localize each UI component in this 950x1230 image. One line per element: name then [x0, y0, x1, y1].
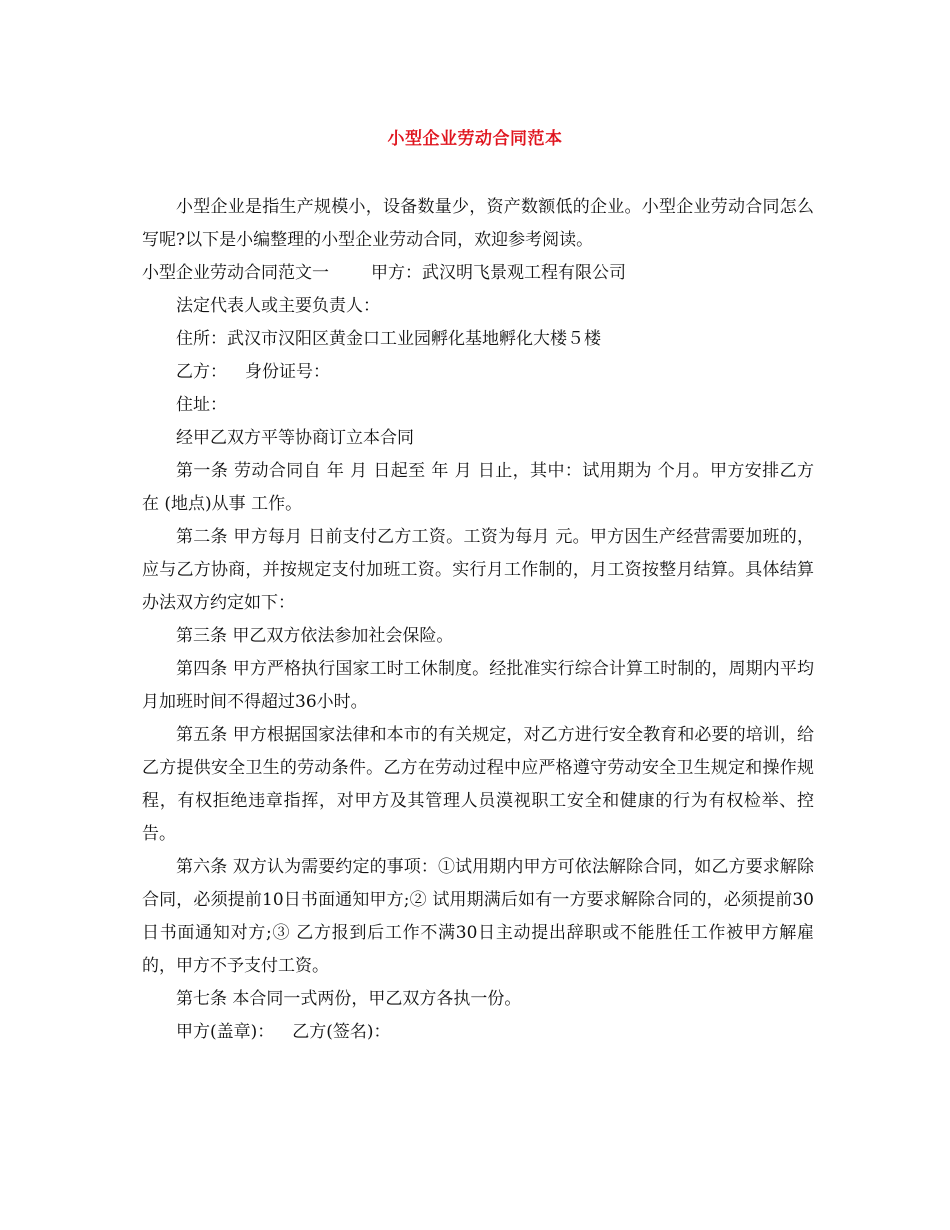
party-b-line: [142, 356, 814, 389]
party-a: 甲方：武汉明飞景观工程有限公司: [371, 263, 626, 283]
sample-heading: 小型企业劳动合同范文一: [142, 263, 329, 283]
article-5: 第五条 甲方根据国家法律和本市的有关规定，对乙方进行安全教育和必要的培训，给乙方提供安全卫生的劳动条件。乙方在劳动过程中应严格遵守劳动安全卫生规定和操作规程，有权拒绝违章指挥，对甲方及其管理人员漠视职工安全和健康的行为有权检举、控告。: [142, 725, 814, 844]
address: 住址：: [176, 395, 227, 415]
sample-heading-line: [142, 257, 814, 290]
legal-representative: 法定代表人或主要负责人：: [176, 296, 380, 316]
sign-party-b: 乙方(签名)：: [292, 1022, 391, 1042]
sign-party-a: 甲方(盖章)：: [176, 1022, 275, 1042]
id-number-label: 身份证号：: [245, 362, 330, 382]
party-b-label: 乙方：: [176, 362, 227, 382]
article-6: 第六条 双方认为需要约定的事项：①试用期内甲方可依法解除合同，如乙方要求解除合同，必须提前10日书面通知甲方;② 试用期满后如有一方要求解除合同的，必须提前30日书面通知对方;③ 乙方报到后工作不满30日主动提出辞职或不能胜任工作被甲方解雇的，甲方不予支付工资。: [142, 857, 814, 976]
document-title: 小型企业劳动合同范本: [387, 129, 563, 149]
article-3: 第三条 甲乙双方依法参加社会保险。: [176, 626, 454, 646]
article-1: 第一条 劳动合同自 年 月 日起至 年 月 日止，其中：试用期为 个月。甲方安排乙方在 (地点)从事 工作。: [142, 461, 814, 514]
residence: 住所：武汉市汉阳区黄金口工业园孵化基地孵化大楼５楼: [176, 329, 601, 349]
article-4: 第四条 甲方严格执行国家工时工休制度。经批准实行综合计算工时制的，周期内平均月加班时间不得超过36小时。: [142, 659, 814, 712]
agreement-statement: 经甲乙双方平等协商订立本合同: [176, 428, 414, 448]
article-7: 第七条 本合同一式两份，甲乙双方各执一份。: [176, 989, 522, 1009]
article-2: 第二条 甲方每月 日前支付乙方工资。工资为每月 元。甲方因生产经营需要加班的，应与乙方协商，并按规定支付加班工资。实行月工作制的，月工资按整月结算。具体结算办法双方约定如下：: [142, 527, 814, 613]
signature-line: [142, 1016, 814, 1049]
intro-paragraph: 小型企业是指生产规模小，设备数量少，资产数额低的企业。小型企业劳动合同怎么写呢?以下是小编整理的小型企业劳动合同，欢迎参考阅读。: [142, 197, 814, 250]
document-body: [142, 191, 814, 1049]
